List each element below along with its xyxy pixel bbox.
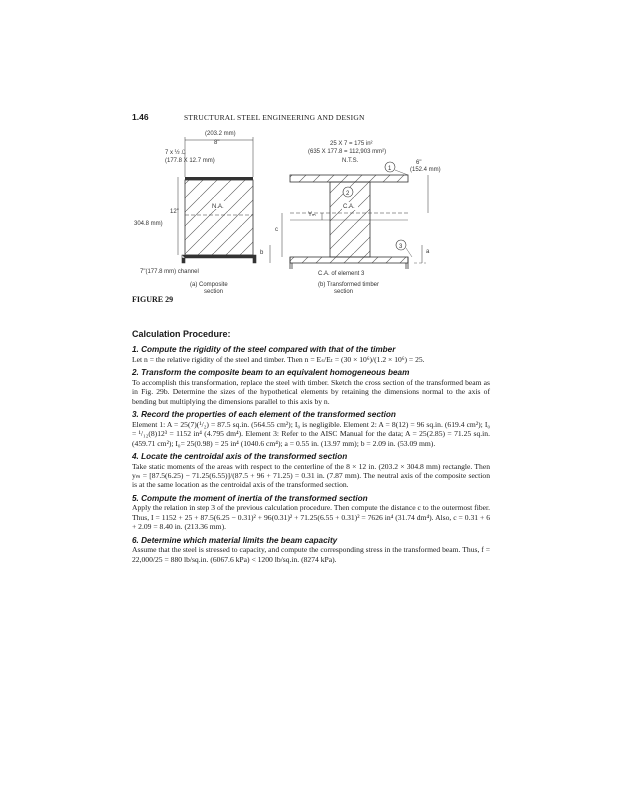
figure-29 (130, 127, 490, 305)
dim-top-in: 8" (214, 140, 220, 146)
ca-label: C.A. (343, 204, 355, 210)
step-text: To accomplish this transformation, replace the steel with timber. Sketch the cross section of the transformed beam as in Fig. 29b. Determine the sizes of the hypothetical elements by retaining the dimensions normal to the axis of bending but multiplying the dimensions parallel to this axis by n. (132, 378, 490, 406)
plate-note-2: (177.8 X 12.7 mm) (165, 158, 215, 164)
running-title: STRUCTURAL STEEL ENGINEERING AND DESIGN (184, 113, 365, 122)
step-text: Take static moments of the areas with respect to the centerline of the 8 × 12 in. (203.2 × 304.8 mm) rectangle. Then yₘ = [87.5(6.25) − 71.25(6.55)]/(87.5 + 96 + 71.25) = 0.31 in. (7.87 mm). The neutral axis of the composite section is at the same location as the centroidal axis of the transformed section. (132, 461, 490, 490)
area-note-1: 25 X 7 = 175 in² (330, 141, 373, 147)
step-title: 3. Record the properties of each element of the transformed section (132, 410, 396, 420)
height-in: 12" (170, 209, 179, 215)
step-title: 5. Compute the moment of inertia of the transformed section (132, 493, 368, 503)
step-6 (132, 536, 490, 564)
six-in: 6" (416, 160, 422, 166)
step-text: Assume that the steel is stressed to capacity, and compute the corresponding stress in the transformed beam. Thus, f = 22,000/25 = 880 lb/sq.in. (6067.6 kPa) < 1200 lb/sq.in. (8274 kPa). (132, 545, 490, 564)
step-text: Let n = the relative rigidity of the steel and timber. Then n = Eₛ/Eₜ = (30 × 10⁶)/(1.2 × 10⁶) = 25. (132, 355, 425, 364)
element-3-number: 3 (399, 244, 403, 250)
section-heading: Calculation Procedure: (132, 329, 231, 339)
step-title: 6. Determine which material limits the beam capacity (132, 535, 338, 545)
caption-b-line-2: section (334, 289, 354, 295)
calculation-text (132, 330, 490, 568)
figure-label: FIGURE 29 (132, 295, 174, 304)
step-text: Apply the relation in step 3 of the previous calculation procedure. Then compute the distance c to the outermost fiber. Thus, I = 1152 + 25 + 87.5(6.25 − 0.31)² + 96(0.31)² + 71.25(6.55 + 0.31)² = 7626 in⁴ (31.74 dm⁴). Also, c = 0.31 + 6 + 2.09 = 8.40 in. (213.36 mm). (132, 503, 490, 532)
element-1-plate (290, 175, 408, 182)
step-text: Element 1: A = 25(7)(¹/₂) = 87.5 sq.in. (564.55 cm²); I₀ is negligible. Element 2: A = 8(12) = 96 sq.in. (619.4 cm²); I₀ = ¹/₁₂(8)12³ = 1152 in⁴ (4.795 dm⁴). Element 3: Refer to the AISC Manual for the data; A = 25(2.85) = 71.25 sq.in. (459.71 cm²); I₀= 25(0.98) = 25 in⁴ (1040.6 cm⁴); a = 0.55 in. (13.97 mm); b = 2.09 in. (53.09 mm). (132, 419, 490, 448)
six-mm: (152.4 mm) (410, 167, 441, 173)
step-title: 4. Locate the centroidal axis of the transformed section (132, 452, 348, 462)
figure-drawing (130, 127, 490, 305)
step-1 (132, 345, 490, 364)
step-title: 2. Transform the composite beam to an equivalent homogeneous beam (132, 368, 410, 378)
step-3 (132, 410, 490, 448)
element-2-number: 2 (346, 191, 350, 197)
transformed-section (260, 141, 441, 295)
composite-section (134, 131, 256, 295)
area-note-2: (635 X 177.8 = 112,903 mm²) (308, 149, 387, 155)
step-4 (132, 452, 490, 490)
plate-note-1: 7 x ½ ℒ (165, 150, 186, 156)
height-mm: 304.8 mm) (134, 221, 163, 227)
element-3-channel (290, 257, 408, 263)
na-label: N.A. (212, 204, 224, 210)
steel-channel (182, 255, 256, 263)
b-label: b (260, 250, 264, 256)
steel-plate (185, 177, 253, 180)
ca3-label: C.A. of element 3 (318, 271, 365, 277)
step-2 (132, 368, 490, 406)
page-number: 1.46 (132, 112, 149, 122)
element-1-number: 1 (388, 166, 392, 172)
caption-a-line-1: (a) Composite (190, 282, 228, 288)
timber-block (185, 180, 253, 255)
ym-label: Yₘ (308, 212, 316, 218)
channel-label: 7"(177.8 mm) channel (140, 269, 199, 275)
page-header (132, 112, 492, 122)
caption-a-line-2: section (204, 289, 224, 295)
nts-label: N.T.S. (342, 158, 359, 164)
caption-b-line-1: (b) Transformed timber (318, 282, 380, 288)
step-5 (132, 494, 490, 532)
c-label: c (275, 227, 278, 233)
a-dim-label: a (426, 249, 430, 255)
dim-top-mm: (203.2 mm) (205, 131, 236, 137)
step-title: 1. Compute the rigidity of the steel compared with that of the timber (132, 345, 396, 355)
